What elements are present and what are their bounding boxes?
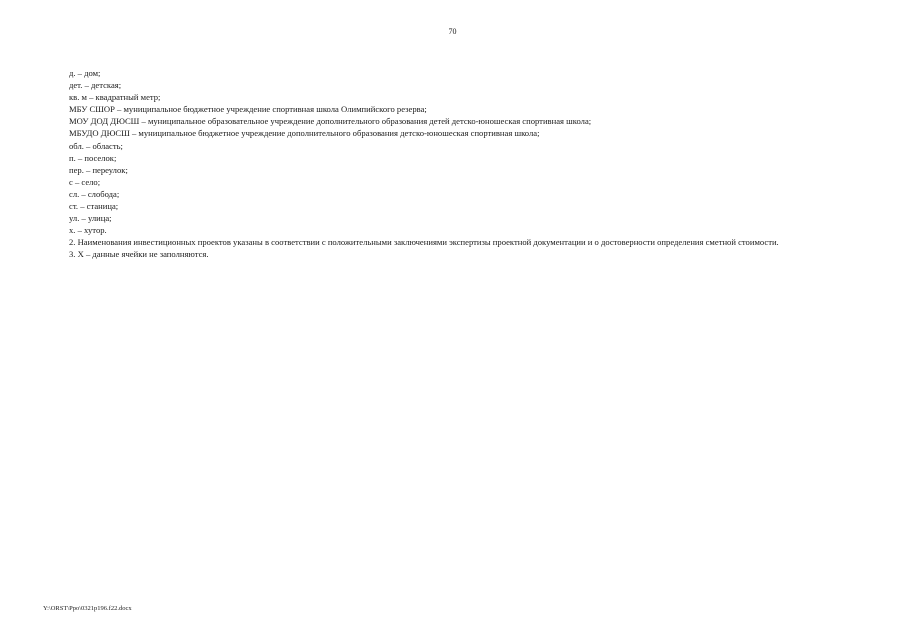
notes-section xyxy=(43,67,865,261)
abbreviation-item: ст. – станица; xyxy=(69,201,119,212)
abbreviation-item: п. – поселок; xyxy=(69,152,117,163)
note-2-paragraph: 2. Наименования инвестиционных проектов указаны в соответствии с положительными заключениями экспертизы проектной документации и о достоверности определения сметной стоимости. xyxy=(69,237,779,248)
note-3-paragraph: 3. Х – данные ячейки не заполняются. xyxy=(69,249,209,260)
page-number: 70 xyxy=(448,27,457,36)
abbreviation-item: х. – хутор. xyxy=(69,225,107,236)
abbreviation-item: кв. м – квадратный метр; xyxy=(69,92,161,103)
abbreviation-item: пер. – переулок; xyxy=(69,164,128,175)
abbreviation-item: с – село; xyxy=(69,176,101,187)
abbreviation-item: сл. – слобода; xyxy=(69,188,120,199)
abbreviation-item: МБУДО ДЮСШ – муниципальное бюджетное учреждение дополнительного образования детско-юношеская спортивная школа; xyxy=(69,128,540,139)
abbreviation-item: МОУ ДОД ДЮСШ – муниципальное образовательное учреждение дополнительного образования детей детско-юношеская спортивная школа; xyxy=(69,116,592,127)
abbreviation-item: дет. – детская; xyxy=(69,80,122,91)
abbreviation-item: обл. – область; xyxy=(69,140,123,151)
abbreviation-item: д. – дом; xyxy=(69,68,101,78)
footer-file-path: Y:\ORST\Ppo\0321p196.f22.docx xyxy=(43,605,132,612)
abbreviation-item: ул. – улица; xyxy=(69,213,112,224)
abbreviation-item: МБУ СШОР – муниципальное бюджетное учреждение спортивная школа Олимпийского резерва; xyxy=(69,104,427,115)
